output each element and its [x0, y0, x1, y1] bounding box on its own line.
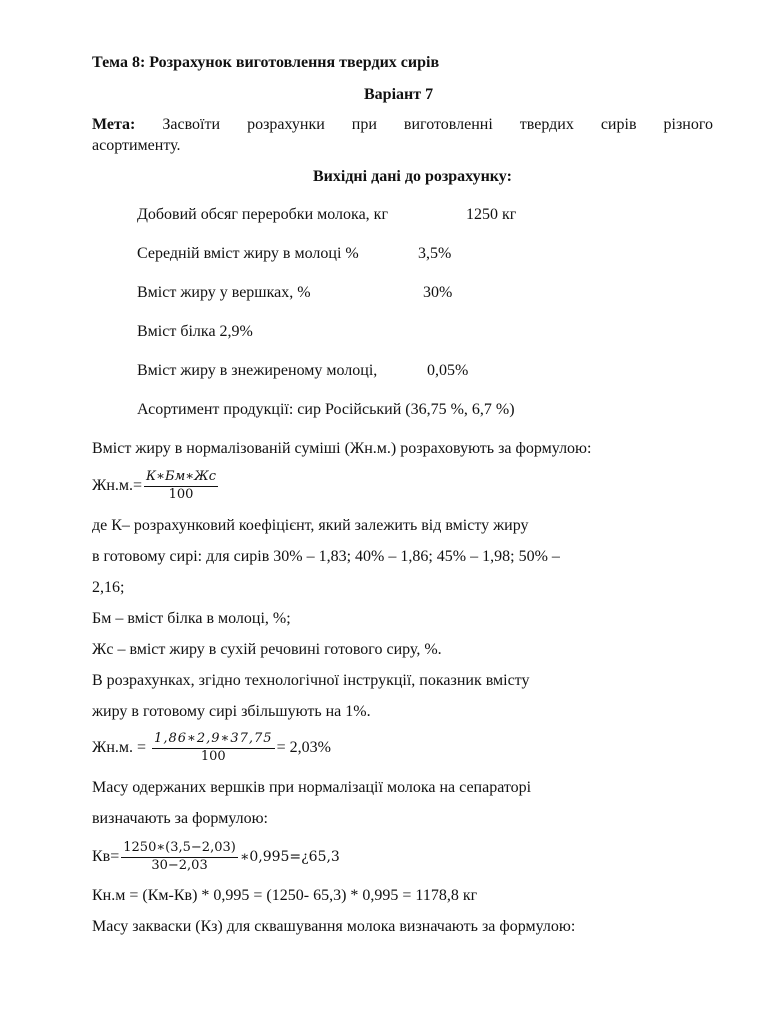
source-item-skim-fat — [137, 361, 377, 380]
source-data-heading: Вихідні дані до розрахунку: — [313, 168, 512, 185]
variant-heading: Варіант 7 — [364, 86, 434, 103]
formula-lhs: Жн.м. = — [92, 739, 147, 757]
source-item-daily-volume — [137, 205, 388, 224]
source-item-label: Асортимент продукції: сир Російський (36,75 %, 6,7 %) — [137, 401, 515, 418]
text-instruction-line-1: В розрахунках, згідно технологічної інструкції, показник вмісту — [92, 672, 530, 689]
formula-numerator: 1250∗(3,5−2,03) — [121, 841, 238, 858]
document-title: Тема 8: Розрахунок виготовлення твердих сирів — [92, 54, 440, 71]
goal-line-2: асортименту. — [92, 137, 181, 154]
source-item-assortment — [137, 400, 515, 419]
text-cream-line-2: визначають за формулою: — [92, 810, 268, 827]
formula-numerator: 1,86∗2,9∗37,75 — [152, 732, 275, 749]
formula-normalized-fat — [92, 468, 220, 504]
goal-text-1: Засвоїти розрахунки при виготовленні твердих сирів різного — [162, 116, 713, 133]
text-k-line-2: в готовому сирі: для сирів 30% – 1,83; 40% – 1,86; 45% – 1,98; 50% – — [92, 548, 560, 565]
source-item-label: Вміст білка 2,9% — [137, 323, 253, 340]
formula-normalized-fat-calc — [92, 729, 331, 767]
text-k-line-1: де К– розрахунковий коефіцієнт, який залежить від вмісту жиру — [92, 517, 529, 534]
formula-cream-mass — [92, 836, 340, 878]
formula-tail: ∗0,995=¿65,3 — [239, 848, 340, 865]
source-item-label: Вміст жиру в знежиреному молоці, — [137, 362, 378, 379]
source-item-value: 1250 кг — [466, 206, 517, 223]
text-cream-line-1: Масу одержаних вершків при нормалізації молока на сепараторі — [92, 779, 532, 796]
source-item-value: 3,5% — [418, 245, 452, 262]
formula-numerator: К∗Бм∗Жс — [144, 470, 218, 487]
source-item-milk-fat — [137, 244, 359, 263]
formula-denominator: 100 — [168, 486, 194, 502]
formula-lhs: Жн.м.= — [92, 477, 143, 495]
text-starter-line: Масу закваски (Кз) для сквашування молока визначають за формулою: — [92, 918, 576, 935]
source-item-protein — [137, 322, 253, 341]
source-item-label: Добовий обсяг переробки молока, кг — [137, 206, 389, 223]
text-bm-line: Бм – вміст білка в молоці, %; — [92, 610, 291, 627]
goal-line-1 — [92, 115, 713, 134]
goal-label: Мета: — [92, 116, 136, 133]
formula-fraction — [144, 470, 218, 503]
paragraph-normalized-fat: Вміст жиру в нормалізованій суміші (Жн.м.) розраховують за формулою: — [92, 440, 592, 457]
formula-lhs: Кв= — [92, 848, 120, 866]
source-item-value: 30% — [423, 284, 453, 301]
formula-result: = 2,03% — [276, 739, 331, 757]
text-zhs-line: Жс – вміст жиру в сухій речовині готового сиру, %. — [92, 641, 442, 658]
formula-fraction — [121, 841, 238, 874]
source-item-label: Вміст жиру у вершках, % — [137, 284, 311, 301]
source-item-cream-fat — [137, 283, 311, 302]
text-kn-line: Кн.м = (Км-Кв) * 0,995 = (1250- 65,3) * 0,995 = 1178,8 кг — [92, 887, 478, 904]
source-item-label: Середній вміст жиру в молоці % — [137, 245, 359, 262]
source-item-value: 0,05% — [427, 362, 469, 379]
formula-denominator: 100 — [200, 748, 226, 764]
formula-denominator: 30−2,03 — [151, 857, 208, 873]
text-k-line-3: 2,16; — [92, 579, 125, 596]
text-instruction-line-2: жиру в готовому сирі збільшують на 1%. — [92, 703, 371, 720]
formula-fraction — [152, 732, 275, 765]
